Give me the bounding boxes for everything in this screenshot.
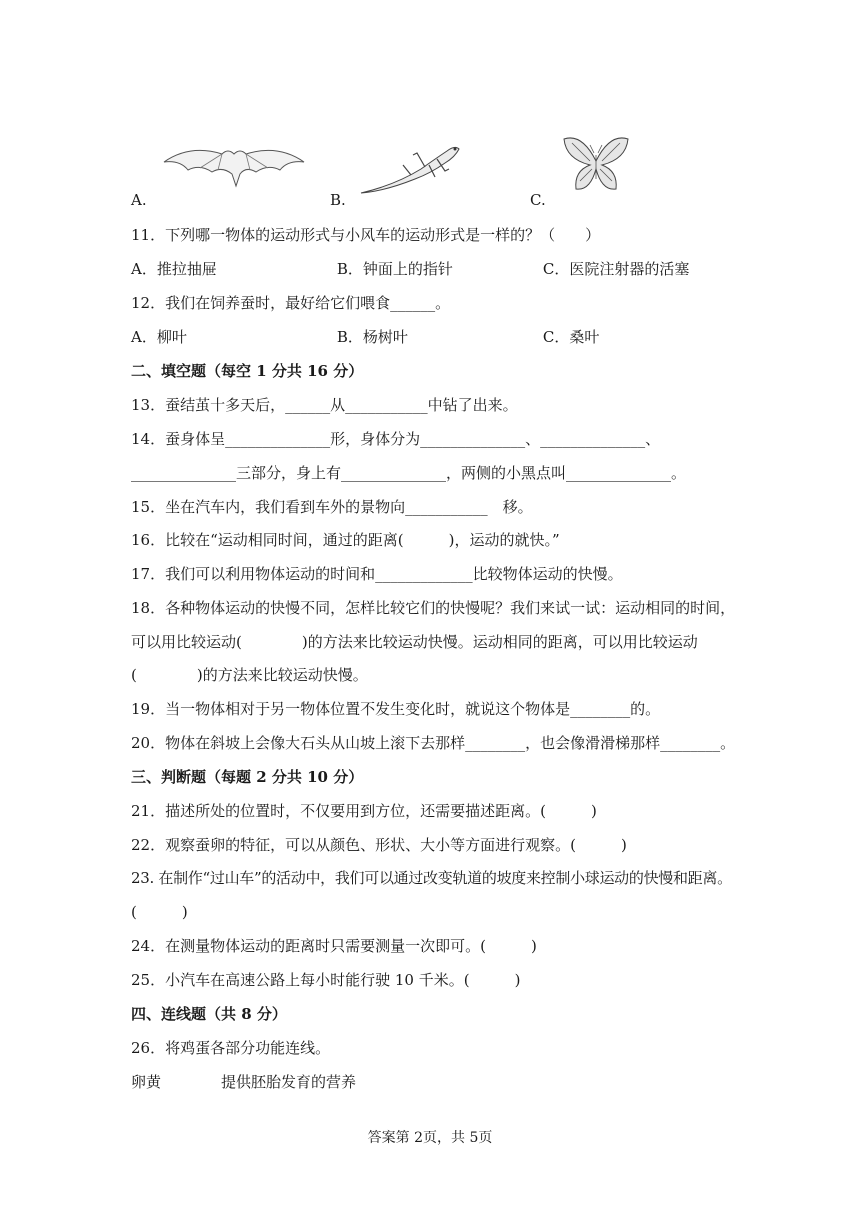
bat-image: [160, 140, 308, 188]
section-heading-matching: 四、连线题（共 8 分）: [131, 1005, 287, 1023]
matching-row-yolk: 卵黄 提供胚胎发育的营养: [131, 1073, 357, 1091]
question-11-options: A．推拉抽屉 B．钟面上的指针 C．医院注射器的活塞: [131, 260, 690, 278]
option-b-label: B.: [330, 191, 346, 209]
question-25: 25．小汽车在高速公路上每小时能行驶 10 千米。( ): [131, 971, 521, 989]
question-26: 26．将鸡蛋各部分功能连线。: [131, 1039, 331, 1057]
option-c-label: C.: [530, 191, 546, 209]
question-18-cont-1: 可以用比较运动( )的方法来比较运动快慢。运动相同的距离，可以用比较运动: [131, 633, 698, 651]
butterfly-image: [560, 131, 632, 195]
question-17: 17．我们可以利用物体运动的时间和_____________比较物体运动的快慢。: [131, 565, 623, 583]
question-14: 14．蚕身体呈______________形，身体分为______________、______________、: [131, 430, 661, 448]
question-21: 21．描述所处的位置时，不仅要用到方位，还需要描述距离。( ): [131, 802, 597, 820]
question-23: 23. 在制作“过山车”的活动中，我们可以通过改变轨道的坡度来控制小球运动的快慢和距离。: [131, 869, 732, 887]
question-12-options: A．柳叶 B．杨树叶 C．桑叶: [131, 328, 600, 346]
page-footer: 答案第 2页，共 5页: [367, 1130, 493, 1146]
section-heading-true-false: 三、判断题（每题 2 分共 10 分）: [131, 768, 364, 786]
option-a-label: A.: [131, 191, 147, 209]
question-19: 19．当一物体相对于另一物体位置不发生变化时，就说这个物体是________的。: [131, 700, 661, 718]
question-24: 24．在测量物体运动的距离时只需要测量一次即可。( ): [131, 937, 537, 955]
question-23-cont: ( ): [131, 903, 188, 921]
section-heading-fill-in: 二、填空题（每空 1 分共 16 分）: [131, 362, 364, 380]
question-20: 20．物体在斜坡上会像大石头从山坡上滚下去那样________，也会像滑滑梯那样________。: [131, 734, 736, 752]
question-18-cont-2: ( )的方法来比较运动快慢。: [131, 666, 368, 684]
question-11: 11．下列哪一物体的运动形式与小风车的运动形式是一样的？（ ）: [131, 226, 601, 244]
question-16: 16．比较在“运动相同时间，通过的距离( )，运动的就快。”: [131, 531, 560, 549]
question-15: 15．坐在汽车内，我们看到车外的景物向___________ 移。: [131, 498, 533, 516]
question-14-cont: ______________三部分，身上有______________，两侧的小黑点叫______________。: [131, 464, 687, 482]
lizard-image: [355, 135, 467, 197]
question-18: 18．各种物体运动的快慢不同，怎样比较它们的快慢呢？我们来试一试：运动相同的时间，: [131, 599, 736, 617]
question-12: 12．我们在饲养蚕时，最好给它们喂食______。: [131, 294, 451, 312]
question-22: 22．观察蚕卵的特征，可以从颜色、形状、大小等方面进行观察。( ): [131, 836, 627, 854]
question-13: 13．蚕结茧十多天后，______从___________中钻了出来。: [131, 396, 518, 414]
